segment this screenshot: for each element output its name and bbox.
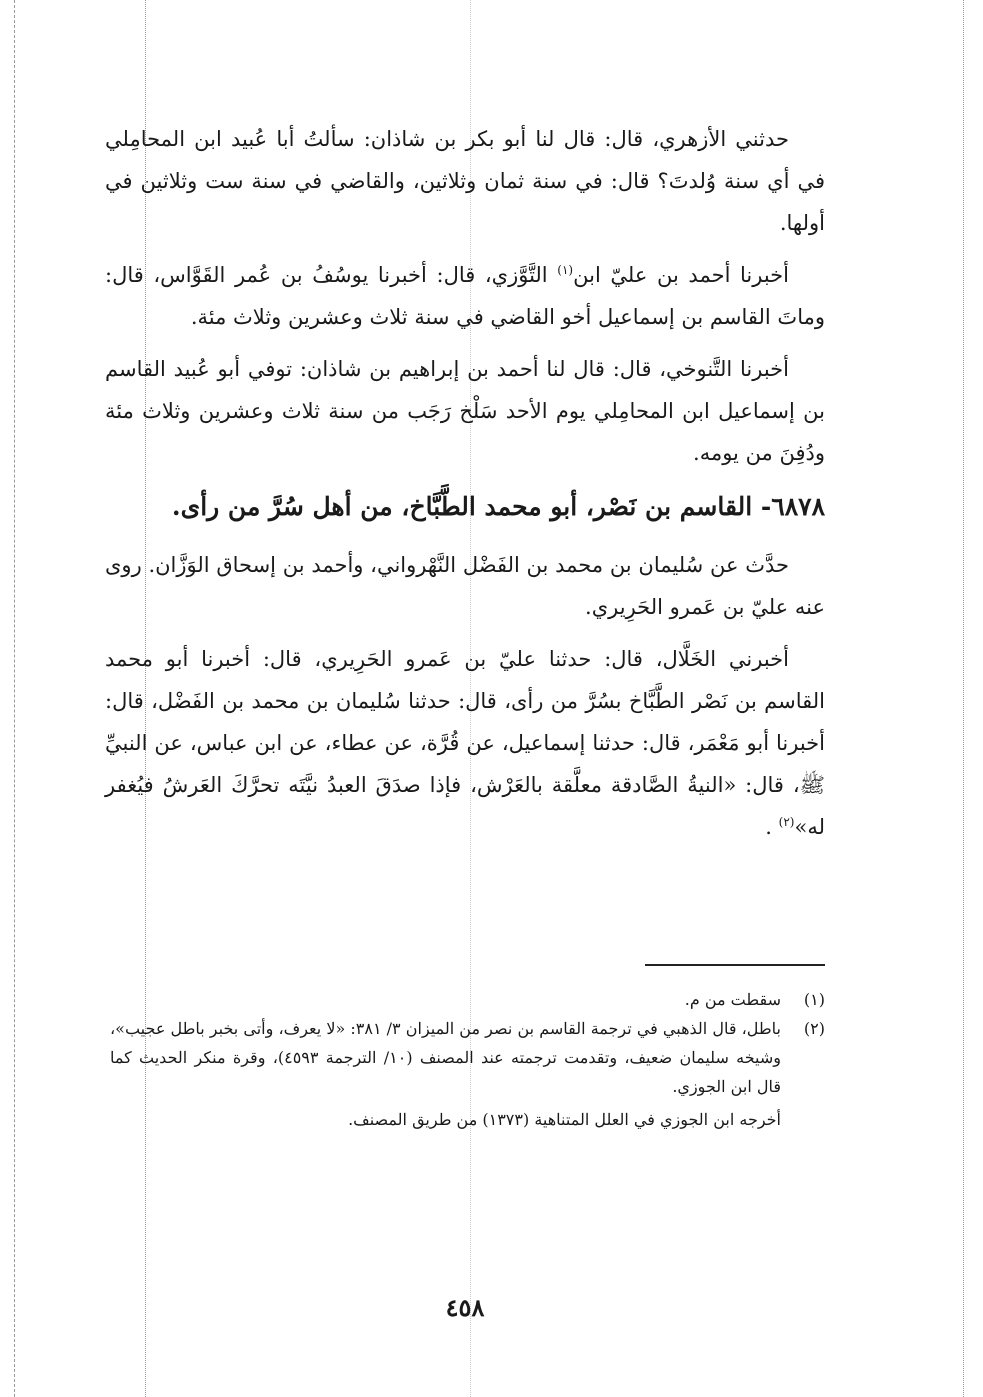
page-number: ٤٥٨ [445, 1293, 485, 1322]
footnote-text: باطل، قال الذهبي في ترجمة القاسم بن نصر من الميزان ٣/ ٣٨١: «لا يعرف، وأتى بخبر باطل عجيب»، وشيخه سليمان ضعيف، وتقدمت ترجمته عند المصنف (١٠/ الترجمة ٤٥٩٣)، وقرة منكر الحديث كما قال ابن الجوزي. [110, 1019, 781, 1096]
paragraph-narrated: حدَّث عن سُليمان بن محمد بن الفَضْل النَّهْرواني، وأحمد بن إسحاق الوَزَّان. روى عنه عليّ بن عَمرو الحَرِيري. [105, 553, 825, 619]
footnote-number: (٢) [803, 1019, 825, 1038]
paragraph-text: أخبرني الخَلَّال، قال: حدثنا عليّ بن عَمرو الحَرِيري، قال: أخبرنا أبو محمد القاسم بن نَصْر الطَّبَّاخ بسُرَّ من رأى، قال: حدثنا سُليمان بن محمد بن الفَضْل، قال: أخبرنا أبو مَعْمَر، قال: حدثنا إسماعيل، عن قُرَّة، عن عطاء، عن ابن عباس، عن النبيِّ ﷺ، قال: «النيةُ الصَّادقة معلَّقة بالعَرْش، فإذا صدَقَ العبدُ نيَّتَه تحرَّكَ العَرشُ فيُغفر له» [105, 647, 825, 839]
paragraph-azhari: حدثني الأزهري، قال: قال لنا أبو بكر بن شاذان: سألتُ أبا عُبيد ابن المحامِلي في أي سنة وُلدتَ؟ قال: في سنة ثمان وثلاثين، والقاضي في سنة ست وثلاثين في أولها. [105, 127, 825, 235]
footnote-ref: (٢) [778, 815, 795, 829]
biography-entry-heading [105, 484, 825, 530]
main-text [105, 118, 825, 858]
paragraph-text: أخبرنا أحمد بن عليّ ابن [573, 263, 789, 287]
paragraph-tanukhi: أخبرنا التَّنوخي، قال: قال لنا أحمد بن إبراهيم بن شاذان: توفي أبو عُبيد القاسم بن إسماعيل ابن المحامِلي يوم الأحد سَلْخ رَجَب من سنة ثلاث وعشرين وثلاث مئة ودُفِنَ من يومه. [105, 357, 825, 465]
footnote-continuation: أخرجه ابن الجوزي في العلل المتناهية (١٣٧٣) من طريق المصنف. [348, 1110, 781, 1129]
entry-title: القاسم بن نَصْر، أبو محمد الطَّبَّاخ، من أهل سُرَّ من رأى. [171, 492, 753, 521]
footnote [110, 1014, 825, 1101]
footnote-divider [645, 964, 825, 966]
paragraph-text: التَّوَّزي، قال: أخبرنا يوسُفُ بن عُمر القَوَّاس، قال: وماتَ القاسم بن إسماعيل أخو القاضي في سنة ثلاث وعشرين وثلاث مئة. [105, 263, 825, 329]
footnote-number: (١) [803, 990, 825, 1009]
footnote [110, 985, 825, 1014]
paragraph-hadith [105, 638, 825, 848]
entry-number: ٦٨٧٨- [760, 492, 825, 521]
paragraph-end: . [765, 815, 779, 839]
scan-margin-line [14, 0, 15, 1397]
footnotes [110, 985, 825, 1134]
scan-margin-line [963, 0, 964, 1397]
footnote-text: سقطت من م. [684, 990, 781, 1009]
paragraph-tawwazi [105, 254, 825, 338]
footnote-ref: (١) [557, 263, 574, 277]
